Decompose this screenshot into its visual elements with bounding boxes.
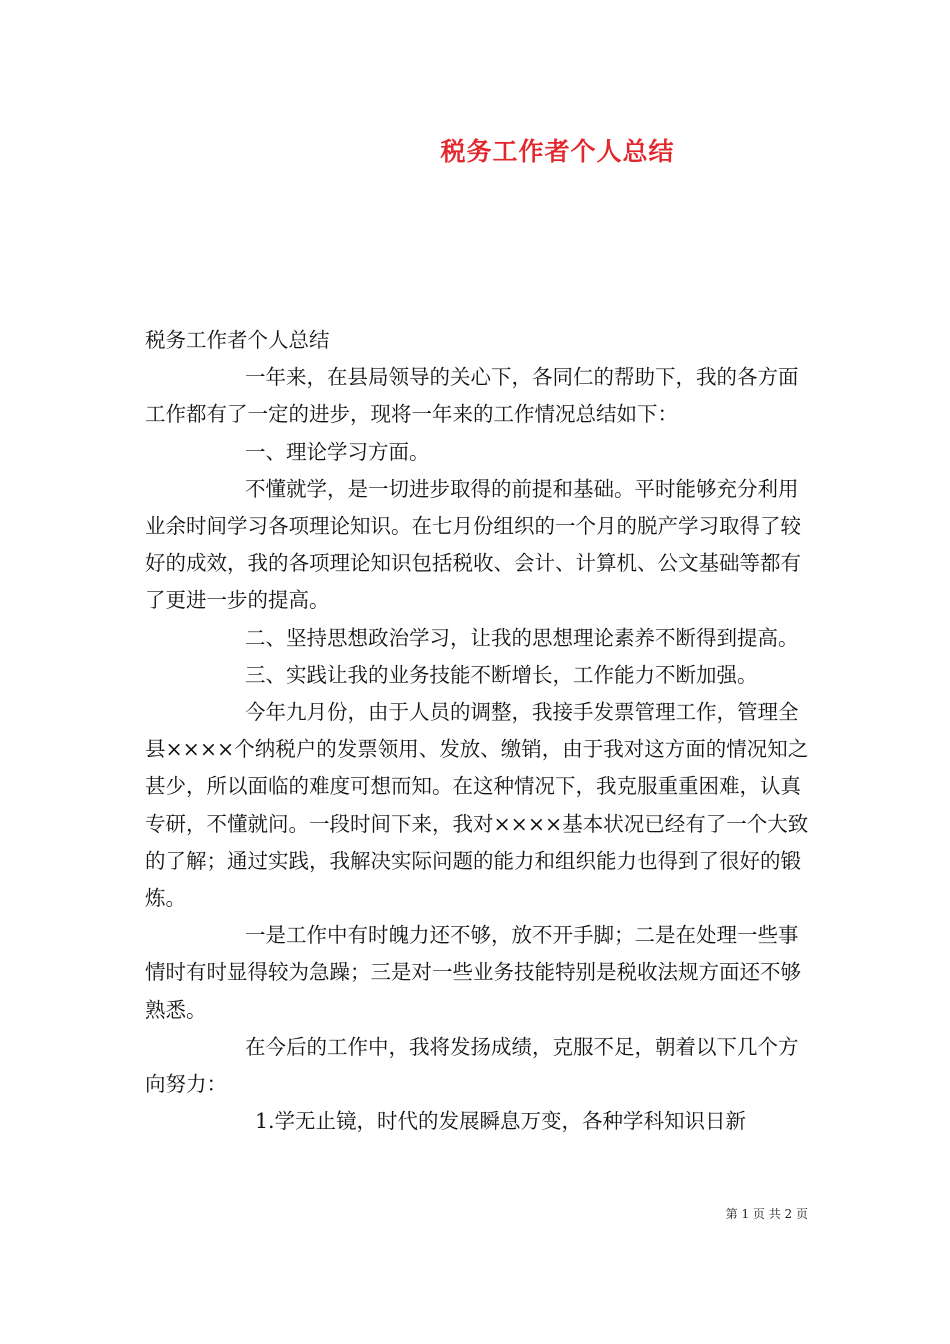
paragraph-intro: 一年来，在县局领导的关心下，各同仁的帮助下，我的各方面工作都有了一定的进步，现将一年来的工作情况总结如下： <box>145 365 799 427</box>
paragraph-theory-study: 不懂就学，是一切进步取得的前提和基础。平时能够充分利用业余时间学习各项理论知识。在七月份组织的一个月的脱产学习取得了较好的成效，我的各项理论知识包括税收、会计、计算机、公文基础等都有了更进一步的提高。 <box>145 476 801 613</box>
heading-practice: 三、实践让我的业务技能不断增长，工作能力不断加强。 <box>245 662 758 687</box>
document-body <box>145 322 810 1140</box>
page-number: 第 1 页 共 2 页 <box>725 1207 808 1221</box>
paragraph-invoice-work: 今年九月份，由于人员的调整，我接手发票管理工作，管理全县××××个纳税户的发票领用、发放、缴销，由于我对这方面的情况知之甚少，所以面临的难度可想而知。在这种情况下，我克服重重困难，认真专研，不懂就问。一段时间下来，我对××××基本状况已经有了一个大致的了解；通过实践，我解决实际问题的能力和组织能力也得到了很好的锻炼。 <box>145 700 809 911</box>
document-title: 税务工作者个人总结 <box>440 137 675 166</box>
paragraph-shortcomings: 一是工作中有时魄力还不够，放不开手脚；二是在处理一些事情时有时显得较为急躁；三是对一些业务技能特别是税收法规方面还不够熟悉。 <box>145 923 801 1022</box>
document-subtitle: 税务工作者个人总结 <box>145 328 330 352</box>
heading-political-study: 二、坚持思想政治学习，让我的思想理论素养不断得到提高。 <box>245 625 799 650</box>
paragraph-future: 在今后的工作中，我将发扬成绩，克服不足，朝着以下几个方向努力： <box>145 1034 799 1097</box>
list-item-1: 1.学无止镜，时代的发展瞬息万变，各种学科知识日新 <box>255 1109 747 1134</box>
heading-theory-study: 一、理论学习方面。 <box>245 439 430 464</box>
